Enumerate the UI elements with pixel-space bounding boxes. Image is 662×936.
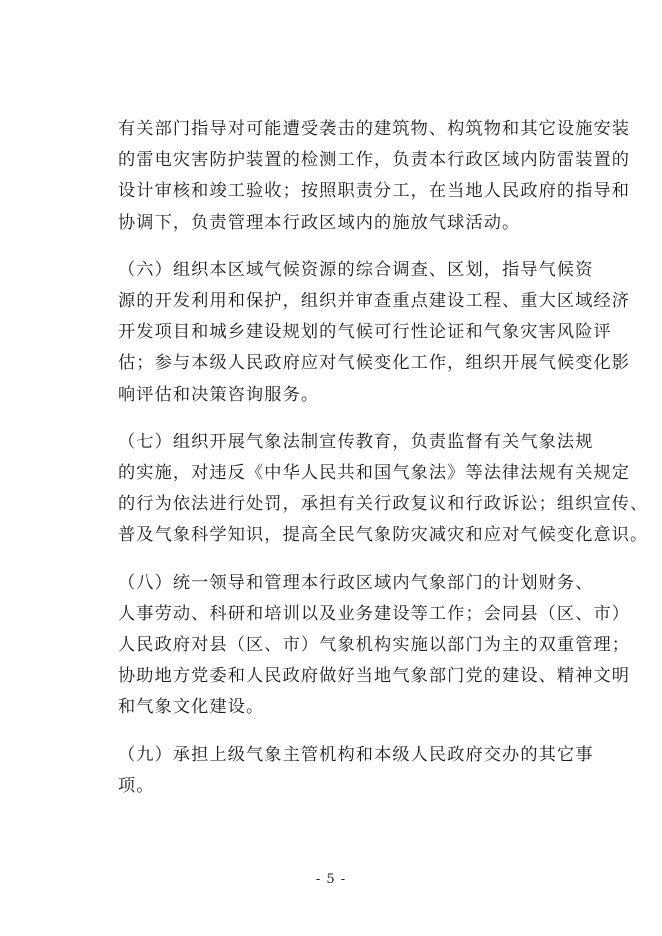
paragraph-lightning-protection (118, 114, 631, 239)
paragraph-item-7 (118, 427, 649, 552)
text-line: 的实施，对违反《中华人民共和国气象法》等法律法规有关规定 (118, 463, 631, 484)
text-line: 人事劳动、科研和培训以及业务建设等工作；会同县（区、市） (118, 603, 631, 624)
text-line: 源的开发利用和保护，组织并审查重点建设工程、重大区域经济 (118, 291, 631, 312)
text-line: 有关部门指导对可能遭受袭击的建筑物、构筑物和其它设施安装 (118, 119, 631, 139)
text-line: 开发项目和城乡建设规划的气候可行性论证和气象灾害风险评 (118, 322, 612, 343)
text-line: 协助地方党委和人民政府做好当地气象部门党的建设、精神文明 (118, 666, 631, 687)
text-line: （八）统一领导和管理本行政区域内气象部门的计划财务、 (118, 572, 594, 593)
body-text (118, 114, 649, 818)
text-line: （六）组织本区域气候资源的综合调查、区划，指导气候资 (118, 259, 594, 280)
text-line: （九）承担上级气象主管机构和本级人民政府交办的其它事 (118, 744, 594, 765)
text-line: 和气象文化建设。 (118, 697, 265, 718)
text-line: 的行为依法进行处罚，承担有关行政复议和行政诉讼；组织宣传、 (118, 494, 649, 515)
text-line: 设计审核和竣工验收；按照职责分工，在当地人民政府的指导和 (118, 181, 631, 202)
paragraph-item-9 (118, 740, 594, 802)
text-line: 普及气象科学知识，提高全民气象防灾减灾和应对气候变化意识。 (118, 525, 649, 546)
page-number: - 5 - (315, 872, 347, 887)
paragraph-item-8 (118, 568, 631, 724)
text-line: （七）组织开展气象法制宣传教育，负责监督有关气象法规 (118, 431, 594, 452)
text-line: 协调下，负责管理本行政区域内的施放气球活动。 (118, 212, 521, 233)
paragraph-item-6 (118, 255, 631, 411)
text-line: 人民政府对县（区、市）气象机构实施以部门为主的双重管理； (118, 635, 631, 656)
text-line: 的雷电灾害防护装置的检测工作，负责本行政区域内防雷装置的 (118, 150, 631, 171)
text-line: 项。 (118, 775, 155, 796)
text-line: 估；参与本级人民政府应对气候变化工作，组织开展气候变化影 (118, 353, 631, 374)
text-line: 响评估和决策咨询服务。 (118, 384, 320, 405)
